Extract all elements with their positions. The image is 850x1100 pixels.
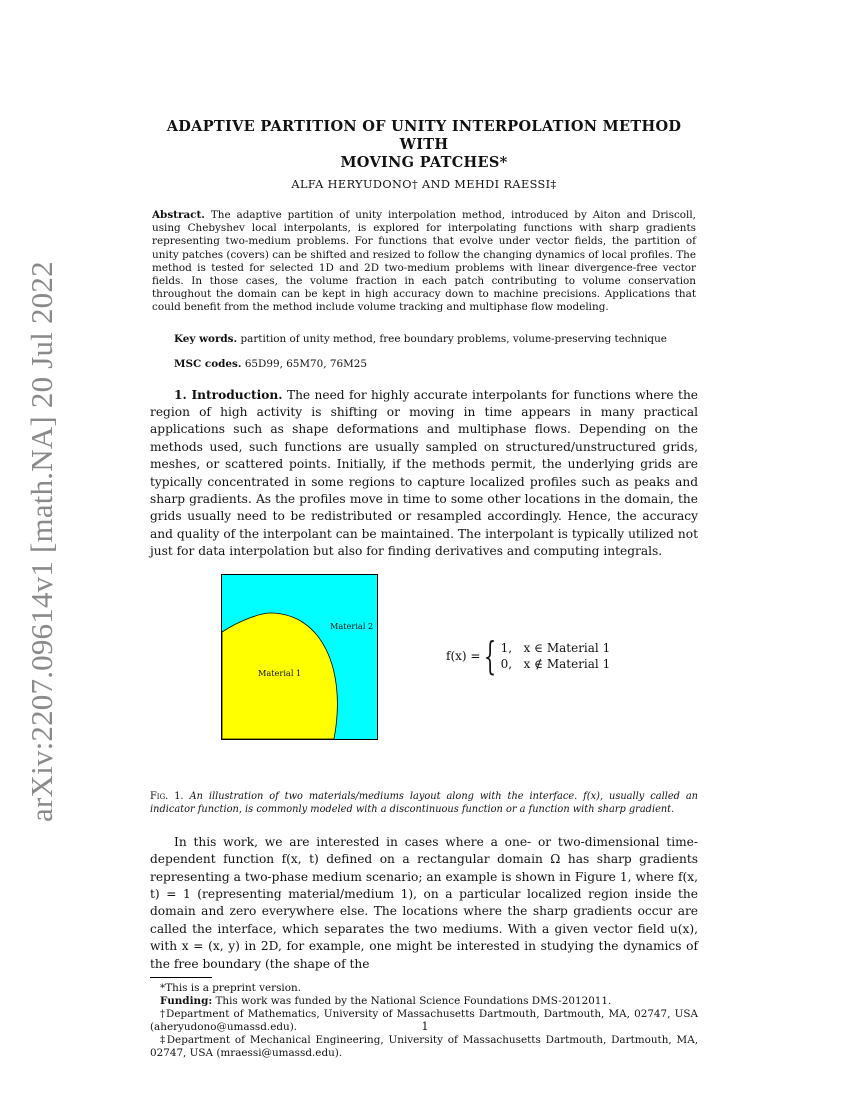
material-2-label: Material 2 bbox=[330, 620, 374, 631]
material-1-label: Material 1 bbox=[258, 667, 302, 678]
arxiv-identifier: arXiv:2207.09614v1 [math.NA] 20 Jul 2022 bbox=[24, 261, 59, 822]
page-number: 1 bbox=[421, 1020, 429, 1033]
footnote-funding: Funding: This work was funded by the National Science Foundations DMS-2012011. bbox=[160, 994, 612, 1007]
materials-svg bbox=[222, 575, 377, 739]
author-list: ALFA HERYUDONO† AND MEHDI RAESSI‡ bbox=[291, 178, 557, 191]
body-paragraph: In this work, we are interested in cases where a one- or two-dimensional time-dependent function f(x, t) defined on a rectangular domain Ω has sharp gradients representing a two-phase medium scenario; an example is shown in Figure 1, where f(x, t) = 1 (representing material/medium 1), on a particular localized region inside the domain and zero everywhere else. The locations where the sharp gradients occur are called the interface, which separates the two mediums. With a given vector field u(x), with x = (x, y) in 2D, for example, one might be interested in studying the dynamics of the free boundary (the shape of the bbox=[150, 834, 698, 971]
footnote-affiliation-1: †Department of Mathematics, University of Massachusetts Dartmouth, Dartmouth, MA, 02747, USA (aheryudono@umassd.edu). bbox=[150, 1007, 698, 1033]
msc-codes: MSC codes. 65D99, 65M70, 76M25 bbox=[174, 357, 367, 370]
figure-1 bbox=[150, 574, 698, 786]
introduction-paragraph: 1. Introduction. The need for highly accurate interpolants for functions where the region of high activity is shifting or moving in time appears in many practical applications such as shape deformations and multiphase flows. Depending on the methods used, such functions are usually sampled on structured/unstructured grids, meshes, or scattered points. Initially, if the methods permit, the underlying grids are typically concentrated in some regions to capture localized profiles such as peaks and sharp gradients. As the profiles move in time to some other locations in the domain, the grids usually need to be redistributed or resampled accordingly. Hence, the accuracy and quality of the interpolant can be maintained. The interpolant is typically utilized not just for data interpolation but also for finding derivatives and computing integrals. bbox=[150, 387, 698, 559]
formula-lhs: f(x) = bbox=[446, 648, 481, 663]
footnote-affiliation-2: ‡Department of Mechanical Engineering, University of Massachusetts Dartmouth, Dartmouth, MA, 02747, USA (mraessi@umassd.edu). bbox=[150, 1033, 698, 1059]
brace: { bbox=[484, 633, 497, 678]
paper-title: ADAPTIVE PARTITION OF UNITY INTERPOLATION METHOD WITH MOVING PATCHES* bbox=[166, 118, 682, 171]
formula-cases: 1, x ∈ Material 1 0, x ∉ Material 1 bbox=[500, 640, 611, 671]
caption-label: Fig. 1. bbox=[150, 790, 184, 802]
keywords: Key words. partition of unity method, free boundary problems, volume-preserving technique bbox=[174, 332, 667, 345]
paper-page bbox=[150, 118, 698, 1060]
figure-caption: Fig. 1. An illustration of two materials/mediums layout along with the interface. f(x), usually called an indicator function, is commonly modeled with a discontinuous function or a function with sharp gradient. bbox=[150, 790, 698, 815]
footnote-preprint: *This is a preprint version. bbox=[160, 981, 302, 994]
abstract bbox=[150, 209, 698, 315]
footnote-rule bbox=[150, 977, 212, 978]
abstract-text: The adaptive partition of unity interpolation method, introduced by Aiton and Driscoll, using Chebyshev local interpolants, is explored for interpolating functions with sharp gradients representing two-medium problems. For functions that evolve under vector fields, the partition of unity patches (covers) can be shifted and resized to follow the changing dynamics of local profiles. The method is tested for selected 1D and 2D two-medium problems with linear divergence-free vector fields. In those cases, the volume fraction in each patch contributing to volume conservation throughout the domain can be kept in high accuracy down to machine precisions. Applications that could benefit from the method include volume tracking and multiphase flow modeling. bbox=[152, 209, 696, 314]
indicator-function bbox=[446, 633, 611, 678]
abstract-label: Abstract. bbox=[152, 209, 205, 221]
materials-diagram bbox=[221, 574, 378, 740]
section-heading: 1. Introduction. bbox=[174, 387, 283, 402]
